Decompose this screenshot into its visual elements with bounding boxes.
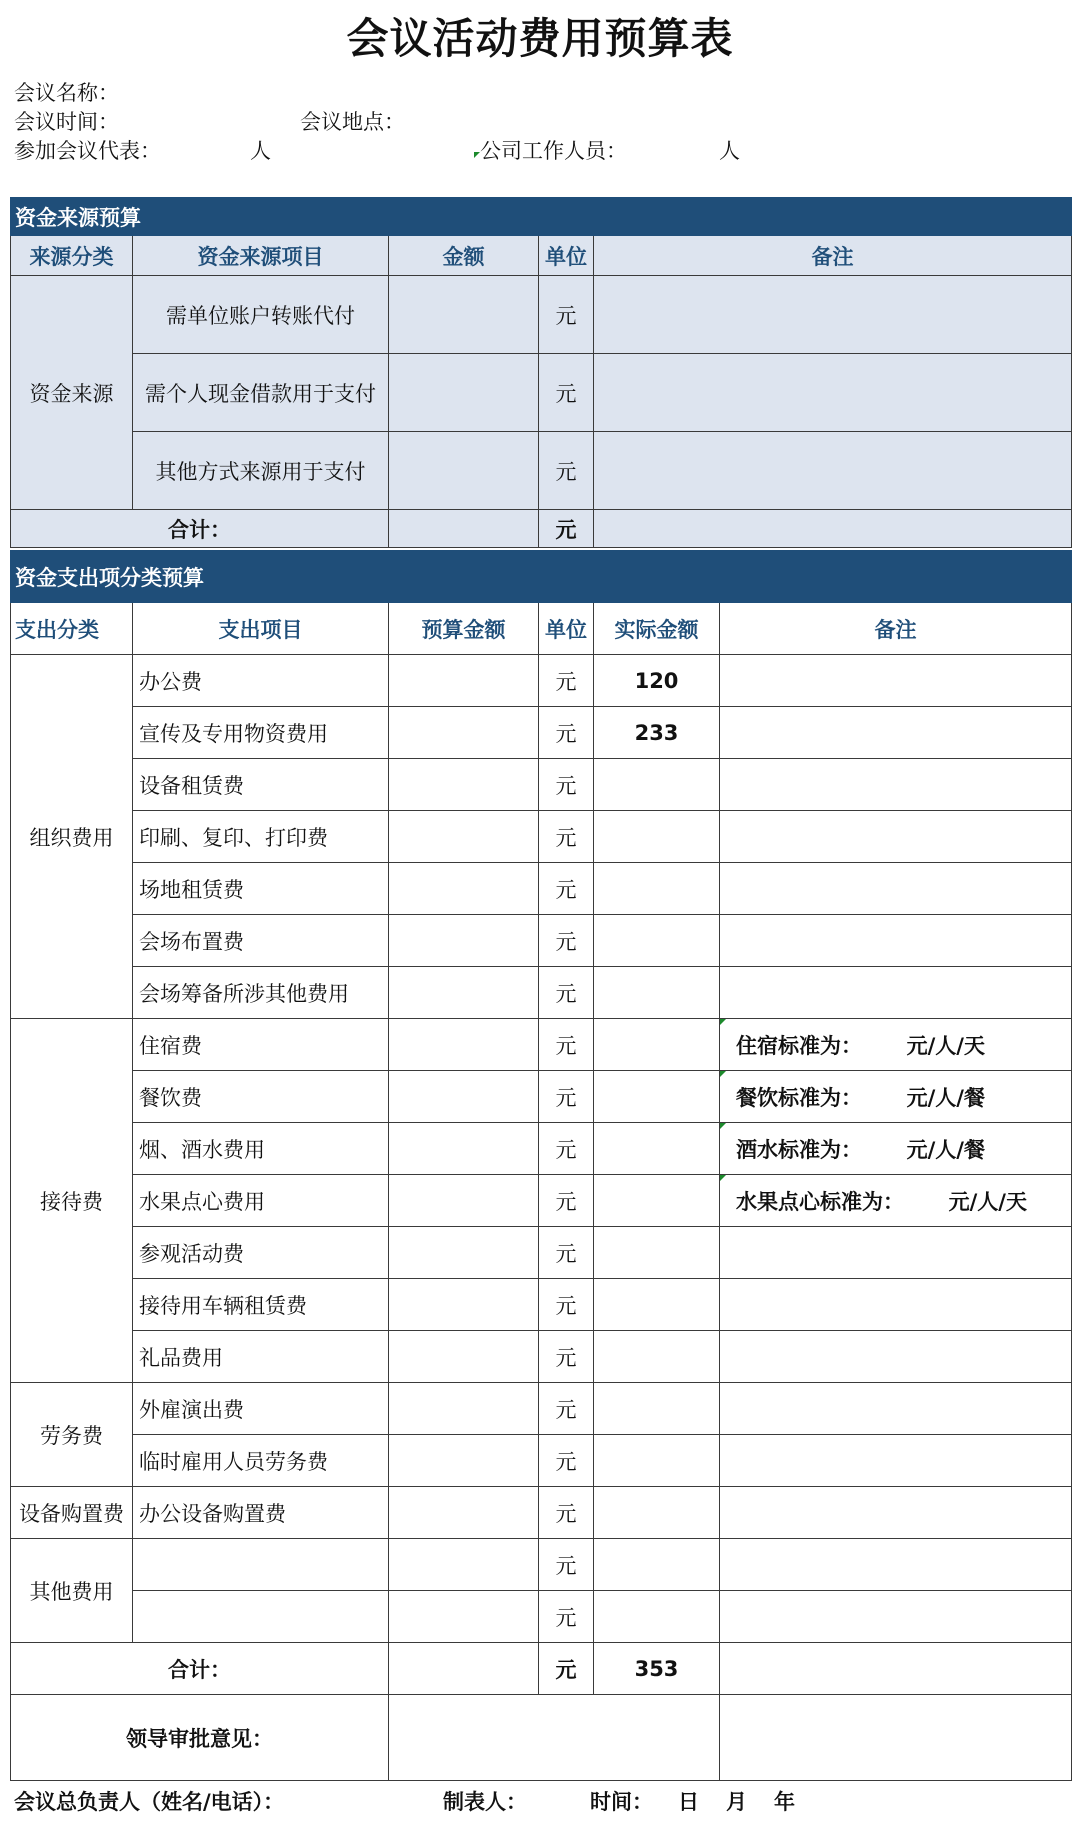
owner-label: 会议总负责人（姓名/电话）： [14, 1790, 285, 1814]
actual-amount-cell[interactable] [594, 759, 720, 811]
maker-label: 制表人： [443, 1790, 527, 1814]
header-source-item: 资金来源项目 [133, 236, 389, 276]
standard-note-label: 餐饮标准为： [736, 1085, 862, 1110]
actual-amount-cell[interactable] [594, 1123, 720, 1175]
source-total-amount[interactable] [389, 510, 539, 548]
actual-amount-cell[interactable] [594, 1435, 720, 1487]
expense-item-label: 办公设备购置费 [133, 1487, 389, 1539]
actual-amount-cell[interactable] [594, 1071, 720, 1123]
expense-category-cell: 组织费用 [11, 655, 133, 1019]
expense-category-cell: 接待费 [11, 1019, 133, 1383]
remark-cell[interactable] [720, 1435, 1072, 1487]
meeting-place-label: 会议地点： [300, 110, 405, 134]
staff-label: 公司工作人员： [480, 139, 627, 163]
budget-amount-cell[interactable] [389, 811, 539, 863]
remark-cell[interactable] [720, 863, 1072, 915]
delegates-unit: 人 [250, 139, 271, 163]
budget-amount-cell[interactable] [389, 1279, 539, 1331]
delegates-label: 参加会议代表： [14, 139, 161, 163]
standard-note-cell[interactable] [720, 1175, 1072, 1227]
budget-amount-cell[interactable] [389, 1539, 539, 1591]
unit-cell: 元 [539, 1071, 594, 1123]
cell-comment-marker [720, 1019, 726, 1025]
expense-item-label[interactable] [133, 1591, 389, 1643]
expense-item-label: 烟、酒水费用 [133, 1123, 389, 1175]
expense-total-budget[interactable] [389, 1643, 539, 1695]
actual-amount-cell[interactable] [594, 1019, 720, 1071]
header-remark: 备注 [594, 236, 1072, 276]
source-total-remark[interactable] [594, 510, 1072, 548]
unit-cell: 元 [539, 1591, 594, 1643]
unit-cell: 元 [539, 1331, 594, 1383]
expense-total-actual[interactable]: 353 [594, 1643, 720, 1695]
unit-cell: 元 [539, 1539, 594, 1591]
standard-note-label: 酒水标准为： [736, 1137, 862, 1162]
actual-amount-cell[interactable] [594, 811, 720, 863]
cell-comment-marker [720, 1123, 726, 1129]
remark-cell[interactable] [720, 811, 1072, 863]
budget-amount-cell[interactable] [389, 707, 539, 759]
actual-amount-cell[interactable] [594, 1539, 720, 1591]
unit-cell: 元 [539, 1279, 594, 1331]
budget-amount-cell[interactable] [389, 1019, 539, 1071]
budget-amount-cell[interactable] [389, 1331, 539, 1383]
actual-amount-cell[interactable] [594, 967, 720, 1019]
source-unit-cell: 元 [539, 432, 594, 510]
time-label: 时间： [590, 1790, 653, 1814]
expense-category-cell: 设备购置费 [11, 1487, 133, 1539]
actual-amount-cell[interactable] [594, 1279, 720, 1331]
expense-total-label: 合计： [11, 1643, 389, 1695]
source-item-label: 需单位账户转账代付 [133, 276, 389, 354]
standard-note-label: 住宿标准为： [736, 1033, 862, 1058]
year-label: 年 [774, 1790, 795, 1814]
remark-cell[interactable] [720, 915, 1072, 967]
budget-amount-cell[interactable] [389, 1123, 539, 1175]
remark-cell[interactable] [720, 1539, 1072, 1591]
budget-amount-cell[interactable] [389, 863, 539, 915]
header-amount: 金额 [389, 236, 539, 276]
standard-note-unit: 元/人/餐 [906, 1085, 985, 1110]
source-total-label: 合计： [11, 510, 389, 548]
expense-total-remark[interactable] [720, 1643, 1072, 1695]
remark-cell[interactable] [720, 1227, 1072, 1279]
header-expense-item: 支出项目 [133, 603, 389, 655]
expense-item-label: 设备租赁费 [133, 759, 389, 811]
budget-amount-cell[interactable] [389, 759, 539, 811]
staff-unit: 人 [719, 139, 740, 163]
actual-amount-cell[interactable] [594, 1175, 720, 1227]
actual-amount-cell[interactable]: 120 [594, 655, 720, 707]
page-title: 会议活动费用预算表 [346, 14, 734, 63]
header-actual-amount: 实际金额 [594, 603, 720, 655]
source-item-label: 需个人现金借款用于支付 [133, 354, 389, 432]
cell-comment-marker [720, 1071, 726, 1077]
expense-item-label: 办公费 [133, 655, 389, 707]
meeting-name-label: 会议名称： [14, 81, 119, 105]
unit-cell: 元 [539, 759, 594, 811]
expense-total-unit: 元 [539, 1643, 594, 1695]
budget-amount-cell[interactable] [389, 1383, 539, 1435]
remark-cell[interactable] [720, 1279, 1072, 1331]
remark-cell[interactable] [720, 1383, 1072, 1435]
budget-amount-cell[interactable] [389, 1591, 539, 1643]
unit-cell: 元 [539, 1123, 594, 1175]
budget-amount-cell[interactable] [389, 1435, 539, 1487]
expense-item-label: 餐饮费 [133, 1071, 389, 1123]
cell-comment-marker [720, 1175, 726, 1181]
expense-item-label: 住宿费 [133, 1019, 389, 1071]
expense-item-label: 会场布置费 [133, 915, 389, 967]
standard-note-cell[interactable] [720, 1071, 1072, 1123]
actual-amount-cell[interactable] [594, 1591, 720, 1643]
section-title-expense: 资金支出项分类预算 [11, 551, 1072, 603]
source-remark-cell[interactable] [594, 276, 1072, 354]
expense-item-label: 宣传及专用物资费用 [133, 707, 389, 759]
budget-amount-cell[interactable] [389, 655, 539, 707]
actual-amount-cell[interactable] [594, 1487, 720, 1539]
actual-amount-cell[interactable] [594, 863, 720, 915]
standard-note-cell[interactable] [720, 1019, 1072, 1071]
standard-note-label: 水果点心标准为： [736, 1189, 904, 1214]
expense-item-label: 礼品费用 [133, 1331, 389, 1383]
expense-table [10, 550, 1072, 1781]
section-title-funding: 资金来源预算 [11, 198, 1072, 236]
budget-amount-cell[interactable] [389, 1227, 539, 1279]
approval-label: 领导审批意见： [11, 1695, 389, 1781]
actual-amount-cell[interactable]: 233 [594, 707, 720, 759]
source-total-unit: 元 [539, 510, 594, 548]
source-amount-cell[interactable] [389, 276, 539, 354]
actual-amount-cell[interactable] [594, 1331, 720, 1383]
expense-item-label: 临时雇用人员劳务费 [133, 1435, 389, 1487]
header-expense-category: 支出分类 [11, 603, 133, 655]
actual-amount-cell[interactable] [594, 1383, 720, 1435]
expense-item-label: 印刷、复印、打印费 [133, 811, 389, 863]
expense-item-label: 接待用车辆租赁费 [133, 1279, 389, 1331]
expense-item-label: 场地租赁费 [133, 863, 389, 915]
source-remark-cell[interactable] [594, 432, 1072, 510]
expense-item-label: 会场筹备所涉其他费用 [133, 967, 389, 1019]
source-unit-cell: 元 [539, 354, 594, 432]
expense-item-label: 外雇演出费 [133, 1383, 389, 1435]
approval-opinion-cell[interactable] [389, 1695, 720, 1781]
unit-cell: 元 [539, 915, 594, 967]
standard-note-cell[interactable] [720, 1123, 1072, 1175]
expense-item-label: 水果点心费用 [133, 1175, 389, 1227]
unit-cell: 元 [539, 1487, 594, 1539]
unit-cell: 元 [539, 967, 594, 1019]
source-item-label: 其他方式来源用于支付 [133, 432, 389, 510]
standard-note-unit: 元/人/天 [906, 1033, 985, 1058]
header-remark: 备注 [720, 603, 1072, 655]
header-budget-amount: 预算金额 [389, 603, 539, 655]
budget-amount-cell[interactable] [389, 1071, 539, 1123]
actual-amount-cell[interactable] [594, 915, 720, 967]
budget-amount-cell[interactable] [389, 1487, 539, 1539]
day-label: 日 [678, 1790, 699, 1814]
meeting-time-label: 会议时间： [14, 110, 119, 134]
standard-note-unit: 元/人/天 [948, 1189, 1027, 1214]
month-label: 月 [726, 1790, 747, 1814]
remark-cell[interactable] [720, 967, 1072, 1019]
source-remark-cell[interactable] [594, 354, 1072, 432]
unit-cell: 元 [539, 1383, 594, 1435]
header-unit: 单位 [539, 603, 594, 655]
remark-cell[interactable] [720, 1487, 1072, 1539]
source-amount-cell[interactable] [389, 432, 539, 510]
unit-cell: 元 [539, 1435, 594, 1487]
source-category-cell: 资金来源 [11, 276, 133, 510]
expense-category-cell: 劳务费 [11, 1383, 133, 1487]
unit-cell: 元 [539, 863, 594, 915]
source-amount-cell[interactable] [389, 354, 539, 432]
unit-cell: 元 [539, 707, 594, 759]
budget-amount-cell[interactable] [389, 915, 539, 967]
expense-item-label[interactable] [133, 1539, 389, 1591]
budget-amount-cell[interactable] [389, 1175, 539, 1227]
header-source-category: 来源分类 [11, 236, 133, 276]
expense-item-label: 参观活动费 [133, 1227, 389, 1279]
approval-extra-cell[interactable] [720, 1695, 1072, 1781]
remark-cell[interactable] [720, 707, 1072, 759]
source-unit-cell: 元 [539, 276, 594, 354]
standard-note-unit: 元/人/餐 [906, 1137, 985, 1162]
remark-cell[interactable] [720, 1331, 1072, 1383]
actual-amount-cell[interactable] [594, 1227, 720, 1279]
funding-source-table [10, 197, 1072, 548]
unit-cell: 元 [539, 1175, 594, 1227]
header-unit: 单位 [539, 236, 594, 276]
unit-cell: 元 [539, 655, 594, 707]
budget-amount-cell[interactable] [389, 967, 539, 1019]
unit-cell: 元 [539, 1019, 594, 1071]
unit-cell: 元 [539, 811, 594, 863]
remark-cell[interactable] [720, 1591, 1072, 1643]
expense-category-cell: 其他费用 [11, 1539, 133, 1643]
remark-cell[interactable] [720, 759, 1072, 811]
remark-cell[interactable] [720, 655, 1072, 707]
unit-cell: 元 [539, 1227, 594, 1279]
